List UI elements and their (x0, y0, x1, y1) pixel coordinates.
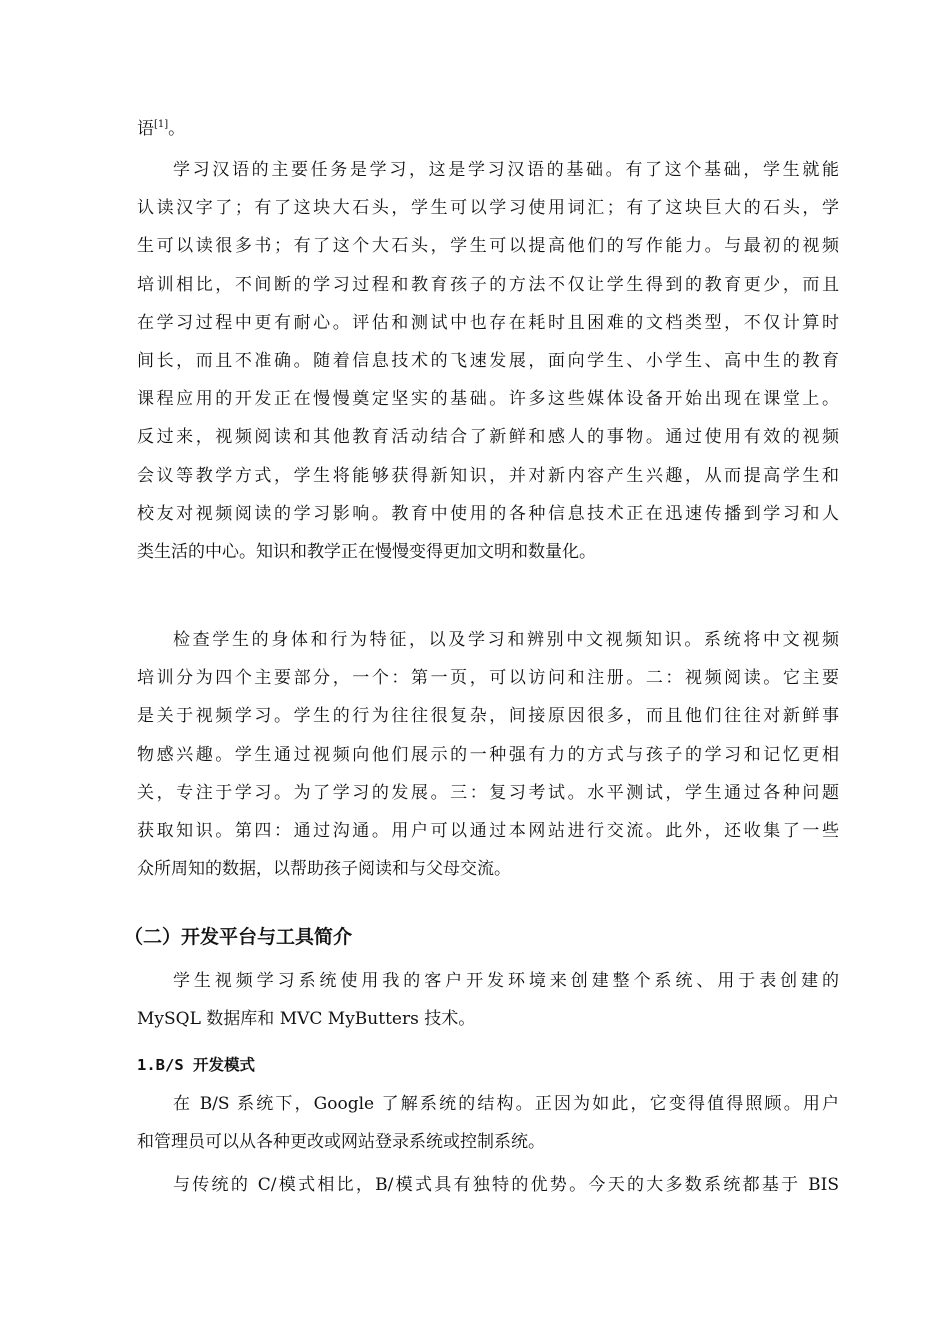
paragraph-line: 学习汉语的主要任务是学习，这是学习汉语的基础。有了这个基础，学生就能 (173, 160, 839, 180)
paragraph-line: 培训相比，不间断的学习过程和教育孩子的方法不仅让学生得到的教育更少，而且 (137, 274, 839, 295)
subsection-heading: 1.B/S 开发模式 (137, 1056, 255, 1074)
paragraph-line: 和管理员可以从各种更改或网站登录系统或控制系统。 (137, 1132, 545, 1153)
paragraph-line: 培训分为四个主要部分，一个：第一页，可以访问和注册。二：视频阅读。它主要 (137, 668, 839, 689)
paragraph-line: 会议等教学方式，学生将能够获得新知识，并对新内容产生兴趣，从而提高学生和 (137, 465, 839, 486)
paragraph-1 (137, 151, 839, 571)
paragraph-line: 认读汉字了；有了这块大石头，学生可以学习使用词汇；有了这块巨大的石头，学 (137, 198, 839, 219)
paragraph-line: 物感兴趣。学生通过视频向他们展示的一种强有力的方式与孩子的学习和记忆更相 (137, 744, 839, 765)
paragraph-2 (137, 621, 839, 888)
paragraph-line: 类生活的中心。知识和教学正在慢慢变得更加文明和数量化。 (137, 541, 596, 562)
paragraph-line: MySQL 数据库和 MVC MyButters 技术。 (137, 1009, 476, 1030)
paragraph-line: 众所周知的数据，以帮助孩子阅读和与父母交流。 (137, 859, 511, 880)
paragraph-line: 关，专注于学习。为了学习的发展。三：复习考试。水平测试，学生通过各种问题 (137, 782, 839, 803)
paragraph-line: 间长，而且不准确。随着信息技术的飞速发展，面向学生、小学生、高中生的教育 (137, 350, 839, 371)
paragraph-line: 与传统的 C/模式相比，B/模式具有独特的优势。今天的大多数系统都基于 BIS (173, 1175, 839, 1195)
carryover-text: 语 (137, 119, 154, 139)
paragraph-line: 在学习过程中更有耐心。评估和测试中也存在耗时且困难的文档类型，不仅计算时 (137, 312, 839, 333)
paragraph-5 (137, 1166, 839, 1204)
paragraph-line: 校友对视频阅读的学习影响。教育中使用的各种信息技术正在迅速传播到学习和人 (137, 503, 839, 524)
paragraph-line: 生可以读很多书；有了这个大石头，学生可以提高他们的写作能力。与最初的视频 (137, 236, 839, 257)
paragraph-line: 在 B/S 系统下，Google 了解系统的结构。正因为如此，它变得值得照顾。用户 (173, 1094, 839, 1114)
paragraph-line (137, 110, 839, 148)
paragraph-line: 获取知识。第四：通过沟通。用户可以通过本网站进行交流。此外，还收集了一些 (137, 820, 839, 841)
paragraph-3 (137, 962, 839, 1038)
paragraph-4 (137, 1085, 839, 1161)
paragraph-line: 课程应用的开发正在慢慢奠定坚实的基础。许多这些媒体设备开始出现在课堂上。 (137, 389, 839, 410)
citation-ref: [1] (154, 119, 169, 130)
paragraph-line: 反过来，视频阅读和其他教育活动结合了新鲜和感人的事物。通过使用有效的视频 (137, 427, 839, 448)
paragraph-line: 检查学生的身体和行为特征，以及学习和辨别中文视频知识。系统将中文视频 (173, 630, 839, 650)
paragraph-line: 是关于视频学习。学生的行为往往很复杂，间接原因很多，而且他们往往对新鲜事 (137, 706, 839, 727)
paragraph-line: 学生视频学习系统使用我的客户开发环境来创建整个系统、用于表创建的 (173, 971, 839, 991)
carryover-end: 。 (168, 119, 186, 139)
carryover-line (137, 110, 839, 148)
section-heading: （二）开发平台与工具简介 (124, 926, 353, 948)
